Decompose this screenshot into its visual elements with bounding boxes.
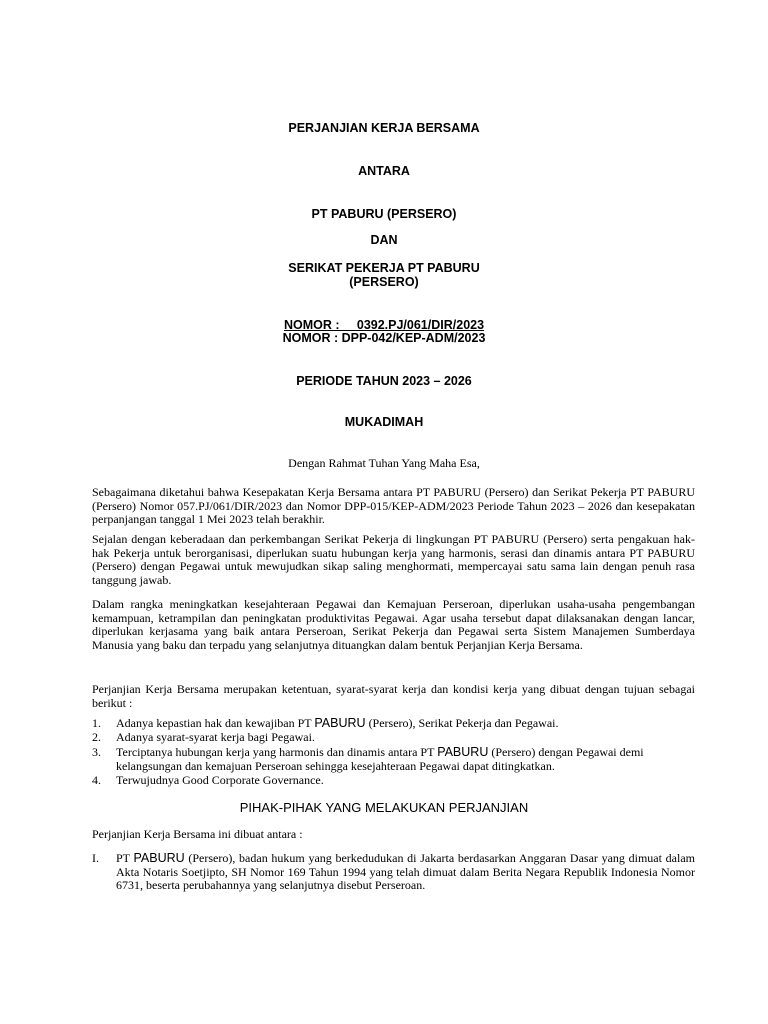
section-title-parties: PIHAK-PIHAK YANG MELAKUKAN PERJANJIAN xyxy=(239,800,529,815)
and-label: DAN xyxy=(370,233,398,247)
list-item-text: Adanya kepastian hak dan kewajiban PT PABURU (Persero), Serikat Pekerja dan Pegawai. xyxy=(116,716,559,730)
paragraph-purpose: Perjanjian Kerja Bersama merupakan ketentuan, syarat-syarat kerja dan kondisi kerja yang dibuat dengan tujuan sebagai berikut : xyxy=(92,682,695,710)
document-title: PERJANJIAN KERJA BERSAMA xyxy=(288,121,480,135)
list-item-number: 2. xyxy=(92,730,101,744)
list-item xyxy=(92,774,695,788)
paragraph-background: Sebagaimana diketahui bahwa Kesepakatan Kerja Bersama antara PT PABURU (Persero) dan Serikat Pekerja PT PABURU (Persero) Nomor 057.PJ/061/DIR/2023 dan Nomor DPP-015/KEP-ADM/2023 Periode Tahun 2023 – 2026 dan kesepakatan perpanjangan tanggal 1 Mei 2023 telah berakhir. xyxy=(92,485,695,527)
paragraph-union-relations: Sejalan dengan keberadaan dan perkembangan Serikat Pekerja di lingkungan PT PABURU (Persero) serta pengakuan hak-hak Pekerja untuk berorganisasi, diperlukan suatu hubungan kerja yang harmonis, serasi dan dinamis antara PT PABURU (Persero) dengan Pegawai untuk mewujudkan sikap saling menghormati, mempercayai satu sama lain dengan penuh rasa tanggung jawab. xyxy=(92,532,695,587)
agreement-number-company: NOMOR : 0392.PJ/061/DIR/2023 xyxy=(283,318,485,332)
agreement-period: PERIODE TAHUN 2023 – 2026 xyxy=(296,374,472,388)
party-one-name: PT PABURU (PERSERO) xyxy=(311,207,457,221)
list-item-text: Terwujudnya Good Corporate Governance. xyxy=(116,773,324,787)
greeting: Dengan Rahmat Tuhan Yang Maha Esa, xyxy=(288,456,480,470)
list-item xyxy=(92,731,695,745)
paragraph-welfare: Dalam rangka meningkatkan kesejahteraan Pegawai dan Kemajuan Perseroan, diperlukan usaha-usaha pengembangan kemampuan, ketrampilan dan peningkatan produktivitas Pegawai. Agar usaha tersebut dapat dilaksanakan dengan lancar, diperlukan kerjasama yang baik antara Perseroan, Serikat Pekerja dan Pegawai serta Sistem Manajemen Sumberdaya Manusia yang baku dan terpadu yang selanjutnya dituangkan dalam bentuk Perjanjian Kerja Bersama. xyxy=(92,597,695,652)
party-two-name-line2: (PERSERO) xyxy=(349,275,419,289)
party-item-number: I. xyxy=(92,851,99,865)
parties-intro: Perjanjian Kerja Bersama ini dibuat antara : xyxy=(92,827,303,841)
list-item-number: 1. xyxy=(92,716,101,730)
list-item-text: Terciptanya hubungan kerja yang harmonis dan dinamis antara PT PABURU (Persero) dengan Pegawai demi kelangsungan dan kemajuan Perseroan sehingga kesejahteraan Pegawai dapat ditingkatkan. xyxy=(116,745,644,773)
between-label: ANTARA xyxy=(358,164,410,178)
list-item-number: 3. xyxy=(92,745,101,759)
list-item xyxy=(92,746,695,773)
party-item xyxy=(92,852,695,893)
list-item-text: Adanya syarat-syarat kerja bagi Pegawai. xyxy=(116,730,315,744)
party-two-name-line1: SERIKAT PEKERJA PT PABURU xyxy=(288,261,480,275)
list-item xyxy=(92,717,695,731)
preamble-title: MUKADIMAH xyxy=(344,415,424,429)
list-item-number: 4. xyxy=(92,773,101,787)
agreement-number-union: NOMOR : DPP-042/KEP-ADM/2023 xyxy=(282,331,486,345)
party-item-text: PT PABURU (Persero), badan hukum yang berkedudukan di Jakarta berdasarkan Anggaran Dasar yang dimuat dalam Akta Notaris Soetjipto, SH Nomor 169 Tahun 1994 yang telah dimuat dalam Berita Negara Republik Indonesia Nomor 6731, beserta perubahannya yang selanjutnya disebut Perseroan. xyxy=(116,851,695,893)
